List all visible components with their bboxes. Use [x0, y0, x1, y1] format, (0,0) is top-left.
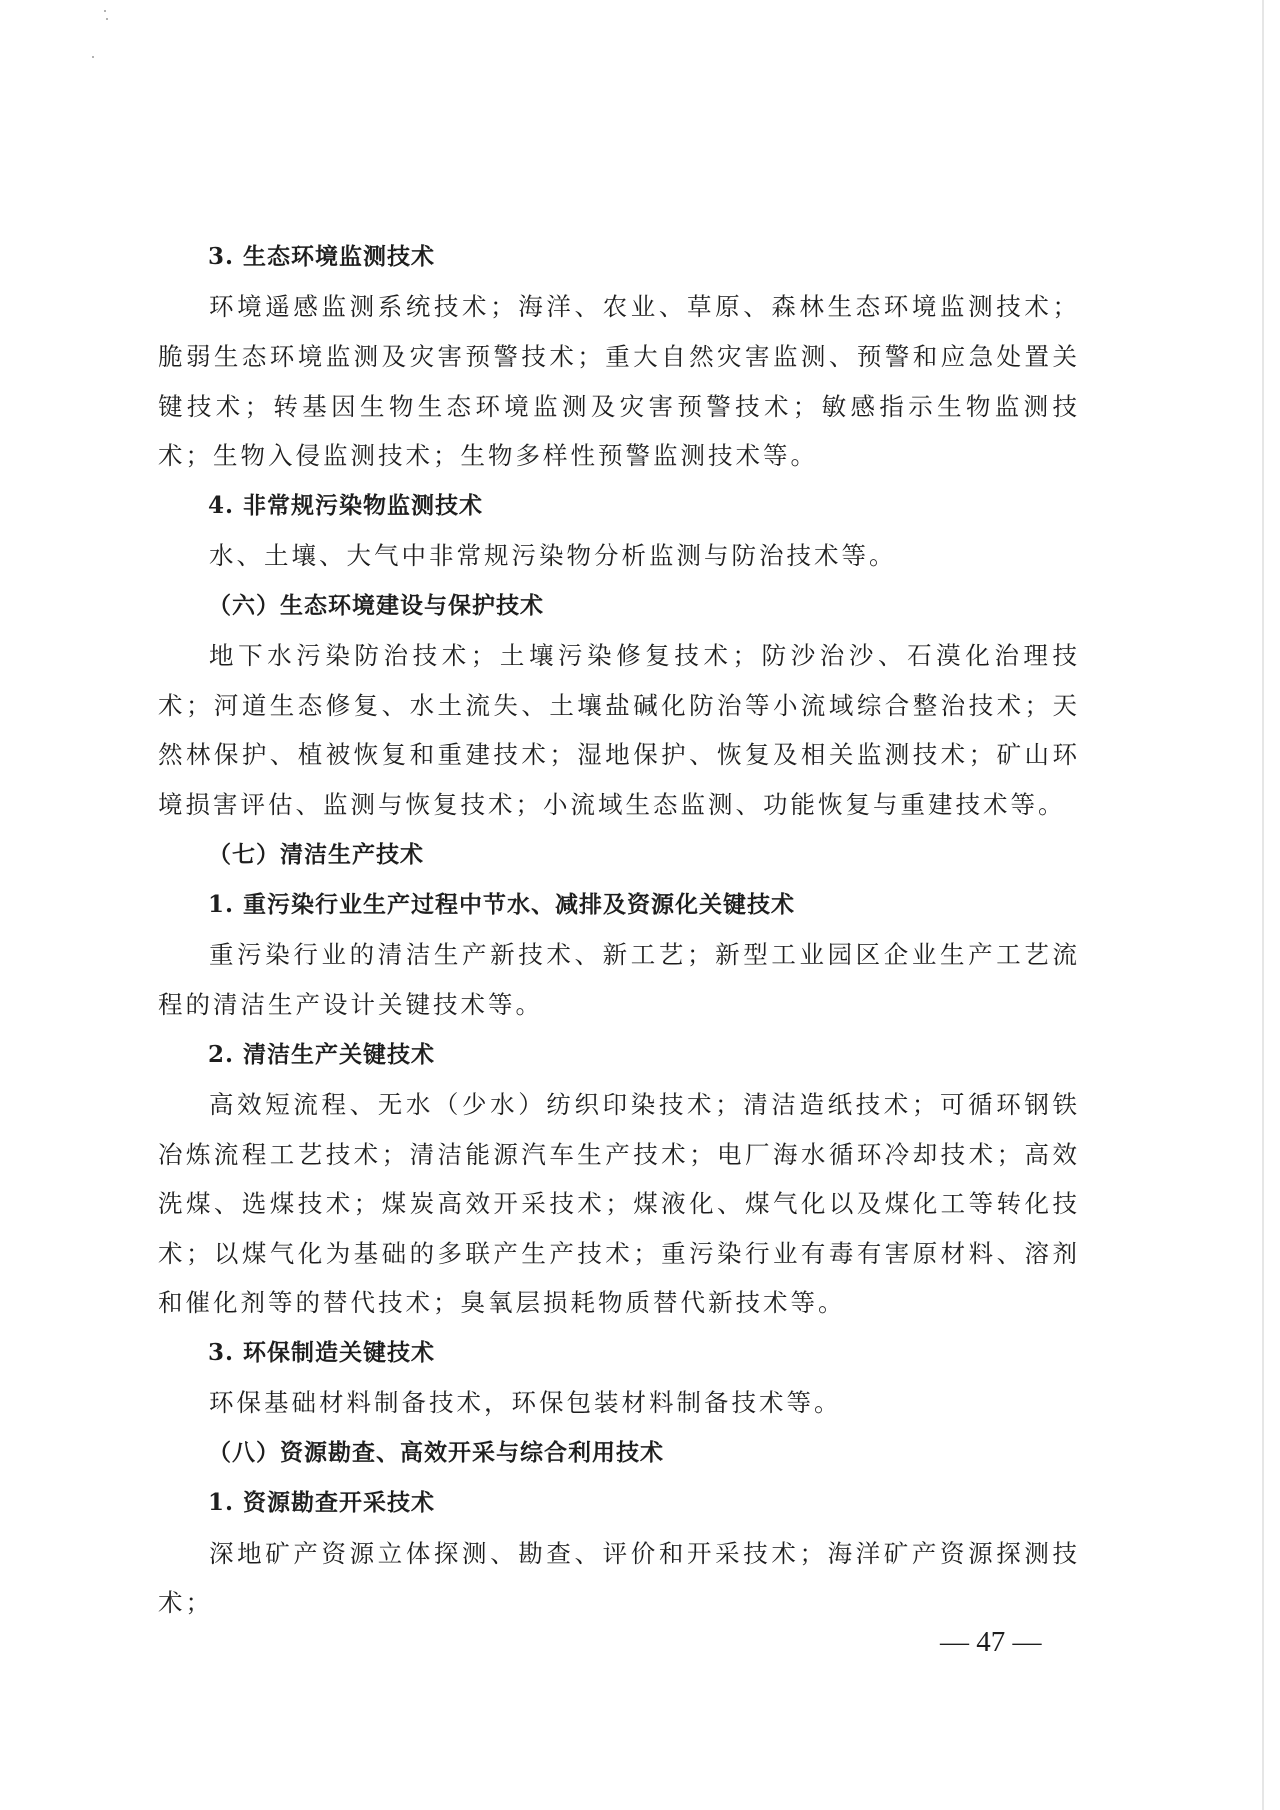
body-paragraph: 深地矿产资源立体探测、勘查、评价和开采技术；海洋矿产资源探测技术； [158, 1538, 1080, 1618]
scan-speck [104, 10, 106, 12]
section-heading: （六）生态环境建设与保护技术 [208, 591, 544, 619]
section-heading: 1. 资源勘查开采技术 [208, 1489, 436, 1517]
section-heading: （七）清洁生产技术 [208, 840, 424, 868]
document-body [158, 232, 1080, 1628]
body-paragraph: 水、土壤、大气中非常规污染物分析监测与防治技术等。 [209, 541, 897, 571]
section-heading: 3. 生态环境监测技术 [208, 243, 436, 270]
section-heading: 3. 环保制造关键技术 [208, 1338, 436, 1366]
section-heading: （八）资源勘查、高效开采与综合利用技术 [208, 1438, 664, 1466]
scan-speck [92, 56, 94, 58]
body-paragraph: 地下水污染防治技术；土壤污染修复技术；防沙治沙、石漠化治理技术；河道生态修复、水土流失、土壤盐碱化防治等小流域综合整治技术；天然林保护、植被恢复和重建技术；湿地保护、恢复及相关监测技术；矿山环境损害评估、监测与恢复技术；小流域生态监测、功能恢复与重建技术等。 [158, 641, 1080, 819]
body-paragraph: 环境遥感监测系统技术；海洋、农业、草原、森林生态环境监测技术；脆弱生态环境监测及灾害预警技术；重大自然灾害监测、预警和应急处置关键技术；转基因生物生态环境监测及灾害预警技术；敏感指示生物监测技术；生物入侵监测技术；生物多样性预警监测技术等。 [158, 292, 1080, 471]
section-heading: 1. 重污染行业生产过程中节水、减排及资源化关键技术 [208, 890, 796, 918]
section-heading: 2. 清洁生产关键技术 [208, 1040, 436, 1068]
page-number: — 47 — [940, 1626, 1042, 1658]
scan-speck [106, 18, 108, 20]
body-paragraph: 重污染行业的清洁生产新技术、新工艺；新型工业园区企业生产工艺流程的清洁生产设计关键技术等。 [158, 940, 1080, 1019]
body-paragraph: 环保基础材料制备技术，环保包装材料制备技术等。 [209, 1388, 842, 1418]
section-heading: 4. 非常规污染物监测技术 [208, 491, 484, 519]
body-paragraph: 高效短流程、无水（少水）纺织印染技术；清洁造纸技术；可循环钢铁冶炼流程工艺技术；清洁能源汽车生产技术；电厂海水循环冷却技术；高效洗煤、选煤技术；煤炭高效开采技术；煤液化、煤气化以及煤化工等转化技术；以煤气化为基础的多联产生产技术；重污染行业有毒有害原材料、溶剂和催化剂等的替代技术；臭氧层损耗物质替代新技术等。 [158, 1089, 1080, 1318]
scan-page-edge [1262, 0, 1264, 1810]
